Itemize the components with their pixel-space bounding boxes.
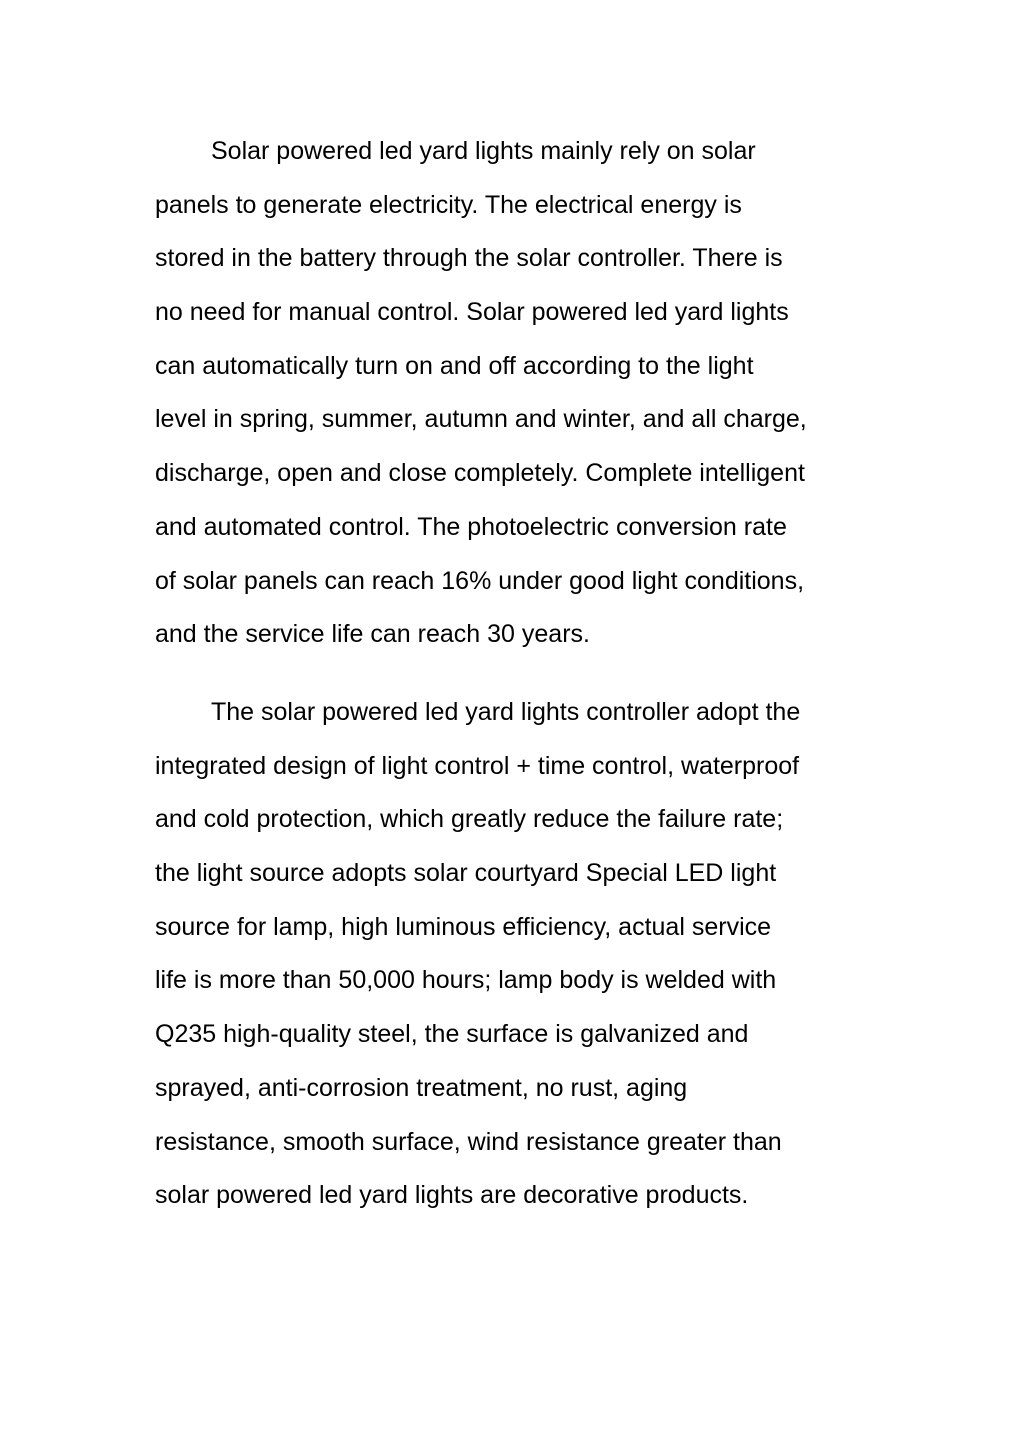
- text-line: no need for manual control. Solar powered led yard lights: [155, 298, 789, 327]
- text-line: Solar powered led yard lights mainly rely on solar: [211, 137, 756, 165]
- text-line: panels to generate electricity. The electrical energy is: [155, 190, 742, 219]
- text-line: of solar panels can reach 16% under good light conditions,: [155, 566, 805, 595]
- text-line: discharge, open and close completely. Complete intelligent: [155, 459, 805, 488]
- text-line: the light source adopts solar courtyard Special LED light: [155, 859, 777, 888]
- text-line: stored in the battery through the solar controller. There is: [155, 244, 783, 273]
- paragraph: [155, 125, 885, 662]
- text-line: sprayed, anti-corrosion treatment, no rust, aging: [155, 1073, 688, 1102]
- text-line: and the service life can reach 30 years.: [155, 620, 590, 649]
- text-line: level in spring, summer, autumn and winter, and all charge,: [155, 405, 807, 434]
- text-line: Q235 high-quality steel, the surface is galvanized and: [155, 1020, 749, 1049]
- text-line: life is more than 50,000 hours; lamp body is welded with: [155, 966, 777, 995]
- paragraph: [155, 686, 885, 1223]
- text-line: and cold protection, which greatly reduce the failure rate;: [155, 805, 784, 834]
- text-line: and automated control. The photoelectric conversion rate: [155, 512, 787, 541]
- text-line: integrated design of light control + time control, waterproof: [155, 751, 800, 780]
- text-line: can automatically turn on and off according to the light: [155, 351, 754, 380]
- text-line: source for lamp, high luminous efficiency, actual service: [155, 912, 772, 941]
- text-line: solar powered led yard lights are decorative products.: [155, 1181, 749, 1210]
- text-line: resistance, smooth surface, wind resistance greater than: [155, 1127, 782, 1156]
- text-line: The solar powered led yard lights controller adopt the: [211, 698, 801, 726]
